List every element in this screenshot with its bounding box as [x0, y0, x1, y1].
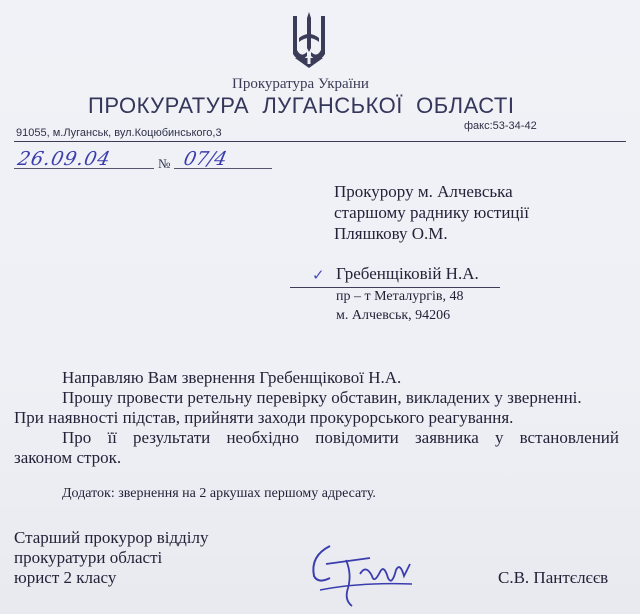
- body-paragraph-2-line-1: Прошу провести ретельну перевірку обставин, викладених у зверненні.: [62, 388, 582, 407]
- applicant-name: Гребенщіковій Н.А.: [336, 264, 479, 283]
- registration-number: 07/4: [181, 148, 230, 170]
- body-paragraph-1: Направляю Вам звернення Гребенщікової Н.А.: [62, 368, 402, 387]
- org-fax: факс:53-34-42: [464, 120, 537, 132]
- signatory-name: С.В. Пантєлєєв: [498, 568, 609, 587]
- applicant-city: м. Алчевськ, 94206: [336, 308, 451, 323]
- header-divider: [14, 141, 626, 142]
- signatory-title-line-2: прокуратури області: [14, 548, 163, 567]
- tryzub-icon: [287, 8, 331, 70]
- body-paragraph-3-line-1: Про її результати необхідно повідомити заявника у встановлений: [62, 428, 619, 447]
- recipient-line-3: Пляшкову О.М.: [334, 224, 448, 243]
- org-address: 91055, м.Луганськ, вул.Коцюбинського,3: [16, 127, 222, 139]
- applicant-street: пр – т Металургів, 48: [336, 289, 464, 304]
- applicant-underline: [290, 287, 500, 288]
- org-title: ПРОКУРАТУРА ЛУГАНСЬКОЇ ОБЛАСТІ: [88, 93, 515, 118]
- signatory-title-line-1: Старший прокурор відділу: [14, 528, 209, 547]
- date-underline: [14, 168, 154, 169]
- number-label: №: [158, 156, 171, 171]
- check-mark-icon: ✓: [312, 268, 325, 284]
- signatory-title-line-3: юрист 2 класу: [14, 568, 117, 587]
- registration-date: 26.09.04: [15, 148, 113, 170]
- body-paragraph-2-line-2: При наявності підстав, прийняти заходи прокурорського реагування.: [14, 408, 514, 427]
- attachment-note: Додаток: звернення на 2 аркушах першому адресату.: [62, 486, 376, 501]
- recipient-line-1: Прокурору м. Алчевська: [334, 182, 513, 201]
- handwritten-signature: [300, 534, 428, 612]
- body-paragraph-3-line-2: законом строк.: [14, 448, 122, 467]
- parent-org: Прокуратура України: [232, 76, 369, 92]
- recipient-line-2: старшому раднику юстиції: [334, 203, 529, 222]
- number-underline: [174, 168, 272, 169]
